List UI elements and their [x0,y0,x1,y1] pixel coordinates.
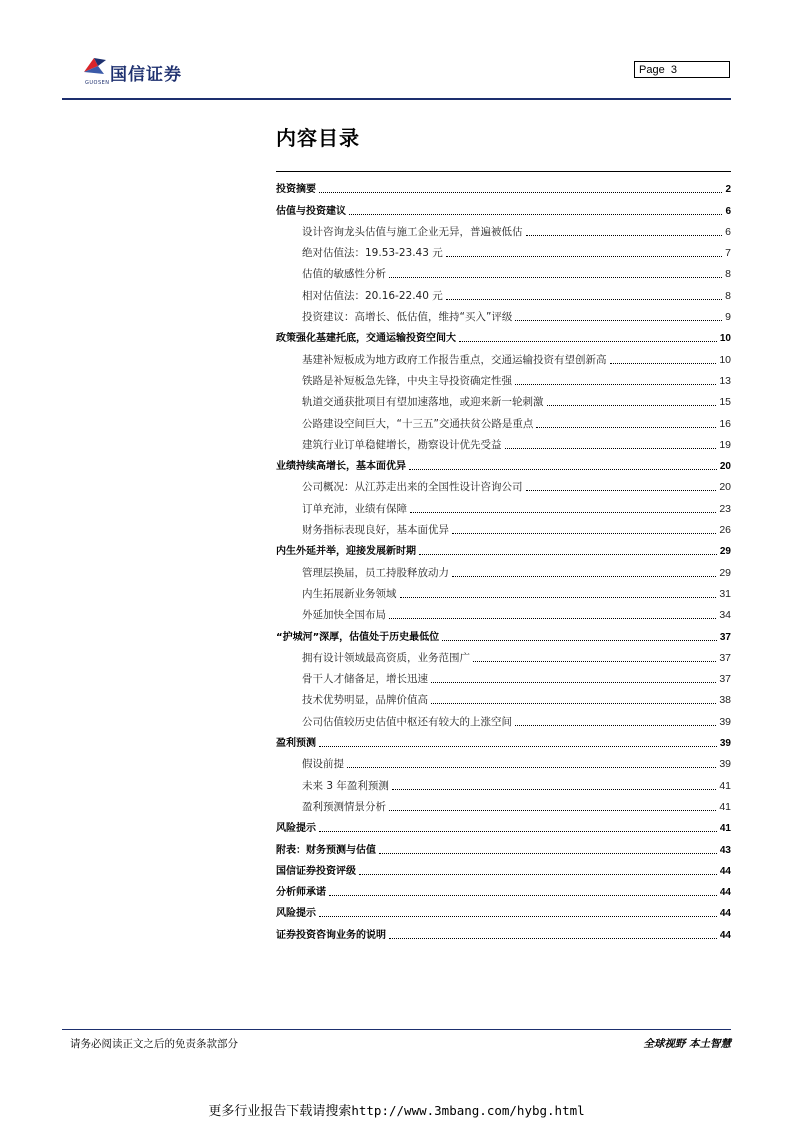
toc-entry-title: 业绩持续高增长，基本面优异 [276,461,406,473]
toc-subsection-entry[interactable] [276,518,731,539]
logo-mark-icon [82,54,108,78]
toc-entry-page: 20 [719,481,731,494]
toc-dot-leader [419,554,717,555]
toc-entry-title: 骨干人才储备足，增长迅速 [302,673,428,686]
toc-entry-title: 盈利预测 [276,738,316,750]
toc-entry-page: 8 [725,289,731,302]
toc-dot-leader [389,938,717,939]
toc-dot-leader [431,703,716,704]
toc-dot-leader [452,576,716,577]
toc-entry-page: 38 [719,694,731,707]
toc-entry-page: 9 [725,311,731,324]
toc-entry-page: 37 [719,631,731,643]
toc-entry-title: 国信证券投资评级 [276,865,356,877]
toc-section-entry[interactable] [276,901,731,922]
brand-name: 国信证券 [110,65,182,85]
toc-entry-title: 投资建议：高增长、低估值，维持“买入”评级 [302,311,513,324]
toc-subsection-entry[interactable] [276,646,731,667]
toc-entry-page: 31 [719,587,731,600]
toc-dot-leader [410,512,716,513]
toc-entry-title: 铁路是补短板急先锋，中央主导投资确定性强 [302,374,512,387]
toc-section-entry[interactable] [276,326,731,347]
toc-entry-page: 39 [719,738,731,750]
toc-dot-leader [319,746,717,747]
toc-dot-leader [536,427,716,428]
toc-entry-page: 39 [719,715,731,728]
toc-entry-title: 估值与投资建议 [276,205,346,217]
toc-section-entry[interactable] [276,177,731,198]
toc-entry-title: 估值的敏感性分析 [302,268,386,281]
toc-section-entry[interactable] [276,624,731,645]
toc-dot-leader [319,831,717,832]
toc-entry-title: 轨道交通获批项目有望加速落地，或迎来新一轮刺激 [302,396,544,409]
page-indicator [634,61,730,78]
toc-entry-title: 外延加快全国布局 [302,609,386,622]
toc-subsection-entry[interactable] [276,283,731,304]
toc-dot-leader [392,789,716,790]
toc-entry-title: 基建补短板成为地方政府工作报告重点，交通运输投资有望创新高 [302,353,607,366]
page-label: Page [639,64,665,76]
company-logo [82,54,222,88]
toc-subsection-entry[interactable] [276,688,731,709]
toc-subsection-entry[interactable] [276,709,731,730]
download-note-text: 更多行业报告下载请搜索 [208,1104,352,1119]
page-title: 内容目录 [276,126,360,150]
toc-dot-leader [459,341,717,342]
toc-subsection-entry[interactable] [276,773,731,794]
toc-entry-title: 绝对估值法：19.53-23.43 元 [302,247,443,260]
toc-dot-leader [359,874,717,875]
toc-entry-page: 34 [719,609,731,622]
toc-subsection-entry[interactable] [276,752,731,773]
toc-entry-title: 技术优势明显，品牌价值高 [302,694,428,707]
toc-entry-page: 19 [719,438,731,451]
toc-entry-page: 44 [719,865,731,877]
toc-entry-page: 2 [725,184,731,196]
toc-entry-page: 43 [719,844,731,856]
toc-section-entry[interactable] [276,922,731,943]
toc-dot-leader [349,214,722,215]
toc-entry-title: 管理层换届，员工持股释放动力 [302,566,449,579]
toc-subsection-entry[interactable] [276,390,731,411]
toc-dot-leader [473,661,716,662]
toc-dot-leader [431,682,716,683]
toc-dot-leader [515,320,722,321]
toc-entry-page: 41 [719,779,731,792]
toc-dot-leader [547,405,717,406]
toc-subsection-entry[interactable] [276,347,731,368]
toc-entry-page: 7 [725,247,731,260]
toc-dot-leader [610,363,717,364]
toc-entry-title: 未来 3 年盈利预测 [302,779,389,792]
toc-entry-title: 分析师承诺 [276,887,326,899]
toc-subsection-entry[interactable] [276,603,731,624]
toc-entry-page: 10 [719,333,731,345]
toc-dot-leader [515,384,716,385]
toc-entry-page: 39 [719,758,731,771]
toc-entry-title: 盈利预测情景分析 [302,800,386,813]
toc-entry-title: 内生外延并举，迎接发展新时期 [276,546,416,558]
toc-entry-page: 29 [719,566,731,579]
toc-dot-leader [526,490,717,491]
toc-entry-title: 订单充沛，业绩有保障 [302,502,407,515]
toc-section-entry[interactable] [276,859,731,880]
toc-entry-page: 37 [719,673,731,686]
toc-entry-page: 20 [719,461,731,473]
toc-entry-title: 证券投资咨询业务的说明 [276,929,386,941]
toc-dot-leader [442,640,717,641]
toc-entry-title: 风险提示 [276,908,316,920]
toc-entry-title: 拥有设计领域最高资质，业务范围广 [302,651,470,664]
toc-section-entry[interactable] [276,837,731,858]
toc-dot-leader [446,299,722,300]
toc-section-entry[interactable] [276,816,731,837]
toc-subsection-entry[interactable] [276,667,731,688]
toc-dot-leader [389,277,722,278]
toc-entry-title: 风险提示 [276,823,316,835]
toc-entry-title: 附表：财务预测与估值 [276,844,376,856]
toc-entry-title: 相对估值法：20.16-22.40 元 [302,289,443,302]
toc-entry-page: 44 [719,929,731,941]
toc-entry-title: 公路建设空间巨大，“十三五”交通扶贫公路是重点 [302,417,534,430]
toc-entry-page: 44 [719,887,731,899]
disclaimer-note: 请务必阅读正文之后的免责条款部分 [70,1038,238,1050]
toc-subsection-entry[interactable] [276,433,731,454]
toc-dot-leader [347,767,716,768]
toc-section-entry[interactable] [276,454,731,475]
toc-entry-title: 公司概况：从江苏走出来的全国性设计咨询公司 [302,481,523,494]
toc-dot-leader [409,469,717,470]
download-note [0,1100,793,1119]
toc-dot-leader [389,618,716,619]
toc-subsection-entry[interactable] [276,795,731,816]
toc-subsection-entry[interactable] [276,475,731,496]
toc-dot-leader [505,448,717,449]
toc-subsection-entry[interactable] [276,262,731,283]
toc-subsection-entry[interactable] [276,582,731,603]
toc-dot-leader [379,853,717,854]
page-number: 3 [670,64,677,76]
title-divider [276,171,731,172]
footer-divider [62,1029,731,1030]
toc-entry-page: 6 [725,205,731,217]
toc-entry-page: 15 [719,396,731,409]
toc-dot-leader [389,810,716,811]
toc-section-entry[interactable] [276,731,731,752]
toc-subsection-entry[interactable] [276,241,731,262]
toc-entry-page: 41 [719,823,731,835]
toc-subsection-entry[interactable] [276,496,731,517]
toc-entry-page: 26 [719,524,731,537]
toc-entry-title: 建筑行业订单稳健增长，勘察设计优先受益 [302,438,502,451]
toc-dot-leader [319,916,717,917]
toc-subsection-entry[interactable] [276,369,731,390]
toc-entry-title: 公司估值较历史估值中枢还有较大的上涨空间 [302,715,512,728]
toc-entry-page: 8 [725,268,731,281]
toc-entry-title: 财务指标表现良好，基本面优异 [302,524,449,537]
toc-entry-title: “护城河”深厚，估值处于历史最低位 [276,631,440,643]
toc-entry-page: 29 [719,546,731,558]
toc-dot-leader [400,597,717,598]
toc-entry-title: 设计咨询龙头估值与施工企业无异，普遍被低估 [302,225,523,238]
toc-entry-page: 13 [719,374,731,387]
toc-dot-leader [515,725,716,726]
toc-entry-title: 内生拓展新业务领域 [302,587,397,600]
table-of-contents [276,177,731,944]
toc-entry-title: 投资摘要 [276,184,316,196]
company-slogan: 全球视野 本土智慧 [643,1038,731,1050]
toc-dot-leader [329,895,717,896]
toc-section-entry[interactable] [276,198,731,219]
download-link[interactable]: http://www.3mbang.com/hybg.html [351,1103,585,1118]
toc-subsection-entry[interactable] [276,305,731,326]
header-divider [62,98,731,100]
toc-section-entry[interactable] [276,539,731,560]
toc-subsection-entry[interactable] [276,220,731,241]
toc-dot-leader [319,192,722,193]
toc-subsection-entry[interactable] [276,560,731,581]
toc-entry-page: 44 [719,908,731,920]
toc-entry-page: 10 [719,353,731,366]
toc-entry-page: 6 [725,225,731,238]
toc-entry-page: 37 [719,651,731,664]
toc-entry-page: 16 [719,417,731,430]
toc-section-entry[interactable] [276,880,731,901]
toc-dot-leader [452,533,716,534]
toc-entry-page: 23 [719,502,731,515]
toc-dot-leader [446,256,722,257]
brand-sub: GUOSEN [85,80,110,86]
toc-entry-title: 政策强化基建托底，交通运输投资空间大 [276,333,456,345]
toc-entry-title: 假设前提 [302,758,344,771]
toc-subsection-entry[interactable] [276,411,731,432]
toc-dot-leader [526,235,723,236]
toc-entry-page: 41 [719,800,731,813]
